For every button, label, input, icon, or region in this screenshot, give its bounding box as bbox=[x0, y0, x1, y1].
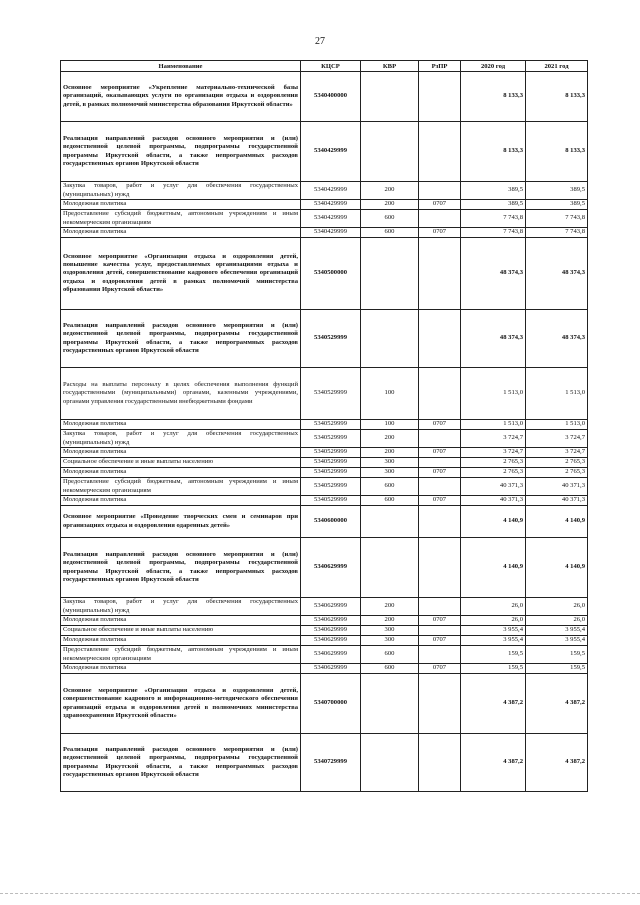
row-amount-2021: 1 513,0 bbox=[526, 420, 588, 430]
row-name: Социальное обеспечение и иные выплаты населению bbox=[61, 458, 301, 468]
row-amount-2020: 389,5 bbox=[461, 200, 526, 210]
row-amount-2021: 3 724,7 bbox=[526, 430, 588, 448]
row-rzpr: 0707 bbox=[419, 496, 461, 506]
header-name: Наименование bbox=[61, 61, 301, 72]
row-amount-2021: 1 513,0 bbox=[526, 368, 588, 420]
row-kcsr: 5340629999 bbox=[301, 664, 361, 674]
table-row bbox=[61, 664, 588, 674]
row-name: Предоставление субсидий бюджетным, автономным учреждениям и иным некоммерческим организациям bbox=[61, 478, 301, 496]
row-name: Основное мероприятие «Укрепление материально-технической базы организаций, оказывающих услуги по организации отдыха и оздоровления детей, в рамках полномочий министерства образования Иркутской области» bbox=[61, 72, 301, 122]
row-name: Молодежная политика bbox=[61, 228, 301, 238]
table-row bbox=[61, 122, 588, 182]
row-kcsr: 5340629999 bbox=[301, 646, 361, 664]
row-kvr bbox=[361, 734, 419, 792]
row-kvr: 100 bbox=[361, 368, 419, 420]
row-name: Основное мероприятие «Организация отдыха и оздоровления детей, совершенствование кадрового и информационно-методического обеспечения организаций отдыха и оздоровления детей в полномочиях министерства здравоохранения Иркутской области» bbox=[61, 674, 301, 734]
row-amount-2020: 8 133,3 bbox=[461, 72, 526, 122]
row-rzpr bbox=[419, 674, 461, 734]
row-name: Молодежная политика bbox=[61, 664, 301, 674]
row-rzpr bbox=[419, 368, 461, 420]
table-row bbox=[61, 506, 588, 538]
row-name: Закупка товаров, работ и услуг для обеспечения государственных (муниципальных) нужд bbox=[61, 182, 301, 200]
row-rzpr bbox=[419, 122, 461, 182]
row-amount-2020: 1 513,0 bbox=[461, 420, 526, 430]
row-amount-2021: 389,5 bbox=[526, 182, 588, 200]
row-kcsr: 5340629999 bbox=[301, 626, 361, 636]
row-kvr bbox=[361, 674, 419, 734]
row-name: Социальное обеспечение и иные выплаты населению bbox=[61, 626, 301, 636]
row-amount-2021: 40 371,3 bbox=[526, 478, 588, 496]
row-amount-2020: 1 513,0 bbox=[461, 368, 526, 420]
row-amount-2020: 48 374,3 bbox=[461, 310, 526, 368]
row-kcsr: 5340529999 bbox=[301, 448, 361, 458]
row-amount-2021: 3 724,7 bbox=[526, 448, 588, 458]
row-kcsr: 5340629999 bbox=[301, 598, 361, 616]
row-kcsr: 5340729999 bbox=[301, 734, 361, 792]
row-rzpr bbox=[419, 538, 461, 598]
row-rzpr: 0707 bbox=[419, 420, 461, 430]
table-row bbox=[61, 478, 588, 496]
row-name: Молодежная политика bbox=[61, 616, 301, 626]
table-row bbox=[61, 72, 588, 122]
row-kcsr: 5340429999 bbox=[301, 210, 361, 228]
row-amount-2020: 159,5 bbox=[461, 646, 526, 664]
table-row bbox=[61, 674, 588, 734]
header-rzpr: РзПР bbox=[419, 61, 461, 72]
table-row bbox=[61, 734, 588, 792]
row-amount-2021: 2 765,3 bbox=[526, 468, 588, 478]
row-rzpr: 0707 bbox=[419, 636, 461, 646]
row-amount-2020: 3 724,7 bbox=[461, 448, 526, 458]
row-amount-2021: 389,5 bbox=[526, 200, 588, 210]
row-name: Реализация направлений расходов основного мероприятия и (или) ведомственной целевой программы, подпрограммы государственной программы Иркутской области, а также непрограммных расходов государственных органов Иркутской области bbox=[61, 122, 301, 182]
row-kvr bbox=[361, 538, 419, 598]
row-name: Реализация направлений расходов основного мероприятия и (или) ведомственной целевой программы, подпрограммы государственной программы Иркутской области, а также непрограммных расходов государственных органов Иркутской области bbox=[61, 734, 301, 792]
row-name: Закупка товаров, работ и услуг для обеспечения государственных (муниципальных) нужд bbox=[61, 598, 301, 616]
table-row bbox=[61, 430, 588, 448]
table-row bbox=[61, 598, 588, 616]
table-body bbox=[61, 72, 588, 792]
row-rzpr bbox=[419, 646, 461, 664]
row-name: Молодежная политика bbox=[61, 200, 301, 210]
table-row bbox=[61, 200, 588, 210]
row-amount-2021: 40 371,3 bbox=[526, 496, 588, 506]
row-amount-2020: 389,5 bbox=[461, 182, 526, 200]
table-row bbox=[61, 616, 588, 626]
row-rzpr: 0707 bbox=[419, 448, 461, 458]
row-rzpr: 0707 bbox=[419, 468, 461, 478]
row-amount-2021: 8 133,3 bbox=[526, 122, 588, 182]
row-kcsr: 5340529999 bbox=[301, 430, 361, 448]
header-kvr: КВР bbox=[361, 61, 419, 72]
row-rzpr bbox=[419, 598, 461, 616]
row-kvr bbox=[361, 122, 419, 182]
row-kvr: 600 bbox=[361, 210, 419, 228]
table-row bbox=[61, 228, 588, 238]
row-kcsr: 5340429999 bbox=[301, 228, 361, 238]
row-amount-2021: 4 140,9 bbox=[526, 538, 588, 598]
row-amount-2020: 4 140,9 bbox=[461, 538, 526, 598]
table-row bbox=[61, 420, 588, 430]
row-name: Молодежная политика bbox=[61, 420, 301, 430]
row-name: Молодежная политика bbox=[61, 468, 301, 478]
row-amount-2020: 2 765,3 bbox=[461, 458, 526, 468]
row-name: Реализация направлений расходов основного мероприятия и (или) ведомственной целевой программы, подпрограммы государственной программы Иркутской области, а также непрограммных расходов государственных органов Иркутской области bbox=[61, 310, 301, 368]
row-amount-2020: 4 387,2 bbox=[461, 734, 526, 792]
row-kvr: 300 bbox=[361, 468, 419, 478]
row-kvr bbox=[361, 72, 419, 122]
row-amount-2020: 3 955,4 bbox=[461, 636, 526, 646]
row-name: Расходы на выплаты персоналу в целях обеспечения выполнения функций государственными (муниципальными) органами, казенными учреждениями, органами управления государственными внебюджетными фондами bbox=[61, 368, 301, 420]
row-kcsr: 5340629999 bbox=[301, 616, 361, 626]
row-kvr bbox=[361, 238, 419, 310]
row-kvr: 100 bbox=[361, 420, 419, 430]
row-kvr: 200 bbox=[361, 200, 419, 210]
row-rzpr bbox=[419, 310, 461, 368]
row-kcsr: 5340529999 bbox=[301, 496, 361, 506]
row-amount-2021: 4 387,2 bbox=[526, 734, 588, 792]
row-kcsr: 5340429999 bbox=[301, 182, 361, 200]
row-kvr: 200 bbox=[361, 448, 419, 458]
row-kcsr: 5340529999 bbox=[301, 310, 361, 368]
row-amount-2021: 7 743,8 bbox=[526, 210, 588, 228]
row-kvr: 600 bbox=[361, 478, 419, 496]
row-rzpr bbox=[419, 626, 461, 636]
row-amount-2021: 8 133,3 bbox=[526, 72, 588, 122]
table-row bbox=[61, 448, 588, 458]
row-amount-2021: 4 140,9 bbox=[526, 506, 588, 538]
row-amount-2020: 26,0 bbox=[461, 616, 526, 626]
row-amount-2021: 48 374,3 bbox=[526, 310, 588, 368]
row-kvr: 200 bbox=[361, 616, 419, 626]
header-year-2021: 2021 год bbox=[526, 61, 588, 72]
row-kvr: 200 bbox=[361, 182, 419, 200]
row-amount-2020: 3 955,4 bbox=[461, 626, 526, 636]
row-kcsr: 5340700000 bbox=[301, 674, 361, 734]
table-row bbox=[61, 368, 588, 420]
row-name: Молодежная политика bbox=[61, 496, 301, 506]
row-kcsr: 5340429999 bbox=[301, 122, 361, 182]
row-name: Предоставление субсидий бюджетным, автономным учреждениям и иным некоммерческим организациям bbox=[61, 646, 301, 664]
row-amount-2021: 2 765,3 bbox=[526, 458, 588, 468]
table-row bbox=[61, 238, 588, 310]
table-row bbox=[61, 182, 588, 200]
row-rzpr bbox=[419, 430, 461, 448]
row-amount-2020: 26,0 bbox=[461, 598, 526, 616]
row-kcsr: 5340629999 bbox=[301, 636, 361, 646]
row-rzpr bbox=[419, 506, 461, 538]
row-amount-2021: 48 374,3 bbox=[526, 238, 588, 310]
row-amount-2020: 4 387,2 bbox=[461, 674, 526, 734]
row-name: Предоставление субсидий бюджетным, автономным учреждениям и иным некоммерческим организациям bbox=[61, 210, 301, 228]
table-row bbox=[61, 496, 588, 506]
row-amount-2021: 3 955,4 bbox=[526, 626, 588, 636]
table-header-row bbox=[61, 61, 588, 72]
row-kvr: 200 bbox=[361, 598, 419, 616]
row-rzpr: 0707 bbox=[419, 616, 461, 626]
table-row bbox=[61, 458, 588, 468]
row-name: Закупка товаров, работ и услуг для обеспечения государственных (муниципальных) нужд bbox=[61, 430, 301, 448]
row-kcsr: 5340529999 bbox=[301, 478, 361, 496]
row-kvr: 600 bbox=[361, 496, 419, 506]
row-kcsr: 5340500000 bbox=[301, 238, 361, 310]
row-kvr: 600 bbox=[361, 646, 419, 664]
table-row bbox=[61, 636, 588, 646]
row-kcsr: 5340529999 bbox=[301, 458, 361, 468]
table-row bbox=[61, 210, 588, 228]
row-rzpr bbox=[419, 210, 461, 228]
header-year-2020: 2020 год bbox=[461, 61, 526, 72]
row-kcsr: 5340529999 bbox=[301, 468, 361, 478]
row-amount-2020: 3 724,7 bbox=[461, 430, 526, 448]
budget-table bbox=[60, 60, 588, 792]
row-rzpr bbox=[419, 238, 461, 310]
row-rzpr: 0707 bbox=[419, 200, 461, 210]
row-name: Молодежная политика bbox=[61, 636, 301, 646]
row-kcsr: 5340429999 bbox=[301, 200, 361, 210]
row-amount-2020: 40 371,3 bbox=[461, 496, 526, 506]
row-rzpr bbox=[419, 458, 461, 468]
table-row bbox=[61, 538, 588, 598]
row-kcsr: 5340529999 bbox=[301, 420, 361, 430]
table-row bbox=[61, 310, 588, 368]
row-kvr: 300 bbox=[361, 636, 419, 646]
row-kvr bbox=[361, 310, 419, 368]
row-amount-2020: 48 374,3 bbox=[461, 238, 526, 310]
row-kvr: 300 bbox=[361, 626, 419, 636]
row-amount-2021: 159,5 bbox=[526, 646, 588, 664]
row-amount-2021: 26,0 bbox=[526, 616, 588, 626]
row-kvr: 300 bbox=[361, 458, 419, 468]
row-name: Молодежная политика bbox=[61, 448, 301, 458]
row-amount-2020: 8 133,3 bbox=[461, 122, 526, 182]
page-number: 27 bbox=[315, 36, 325, 47]
table-row bbox=[61, 626, 588, 636]
header-kcsr: КЦСР bbox=[301, 61, 361, 72]
row-amount-2021: 7 743,8 bbox=[526, 228, 588, 238]
row-amount-2021: 4 387,2 bbox=[526, 674, 588, 734]
row-amount-2021: 3 955,4 bbox=[526, 636, 588, 646]
row-kcsr: 5340529999 bbox=[301, 368, 361, 420]
row-name: Основное мероприятие «Проведение творческих смен и семинаров при организациях отдыха и оздоровления одаренных детей» bbox=[61, 506, 301, 538]
row-amount-2020: 4 140,9 bbox=[461, 506, 526, 538]
row-rzpr bbox=[419, 72, 461, 122]
row-amount-2020: 7 743,8 bbox=[461, 210, 526, 228]
row-rzpr bbox=[419, 734, 461, 792]
row-amount-2021: 26,0 bbox=[526, 598, 588, 616]
row-amount-2020: 2 765,3 bbox=[461, 468, 526, 478]
row-rzpr: 0707 bbox=[419, 664, 461, 674]
row-amount-2020: 40 371,3 bbox=[461, 478, 526, 496]
row-rzpr bbox=[419, 478, 461, 496]
table-row bbox=[61, 646, 588, 664]
row-kcsr: 5340629999 bbox=[301, 538, 361, 598]
row-kvr: 600 bbox=[361, 228, 419, 238]
row-name: Реализация направлений расходов основного мероприятия и (или) ведомственной целевой программы, подпрограммы государственной программы Иркутской области, а также непрограммных расходов государственных органов Иркутской области bbox=[61, 538, 301, 598]
row-kvr: 600 bbox=[361, 664, 419, 674]
row-kvr: 200 bbox=[361, 430, 419, 448]
row-name: Основное мероприятие «Организация отдыха и оздоровления детей, повышение качества услуг, предоставляемых организациями отдыха и оздоровления детей, совершенствование кадрового обеспечения организаций отдыха и оздоровления детей в рамках полномочий министерства образования Иркутской области» bbox=[61, 238, 301, 310]
row-kvr bbox=[361, 506, 419, 538]
table-row bbox=[61, 468, 588, 478]
row-amount-2021: 159,5 bbox=[526, 664, 588, 674]
row-rzpr: 0707 bbox=[419, 228, 461, 238]
scan-edge-line bbox=[0, 893, 640, 894]
row-amount-2020: 159,5 bbox=[461, 664, 526, 674]
row-kcsr: 5340600000 bbox=[301, 506, 361, 538]
row-kcsr: 5340400000 bbox=[301, 72, 361, 122]
row-rzpr bbox=[419, 182, 461, 200]
row-amount-2020: 7 743,8 bbox=[461, 228, 526, 238]
